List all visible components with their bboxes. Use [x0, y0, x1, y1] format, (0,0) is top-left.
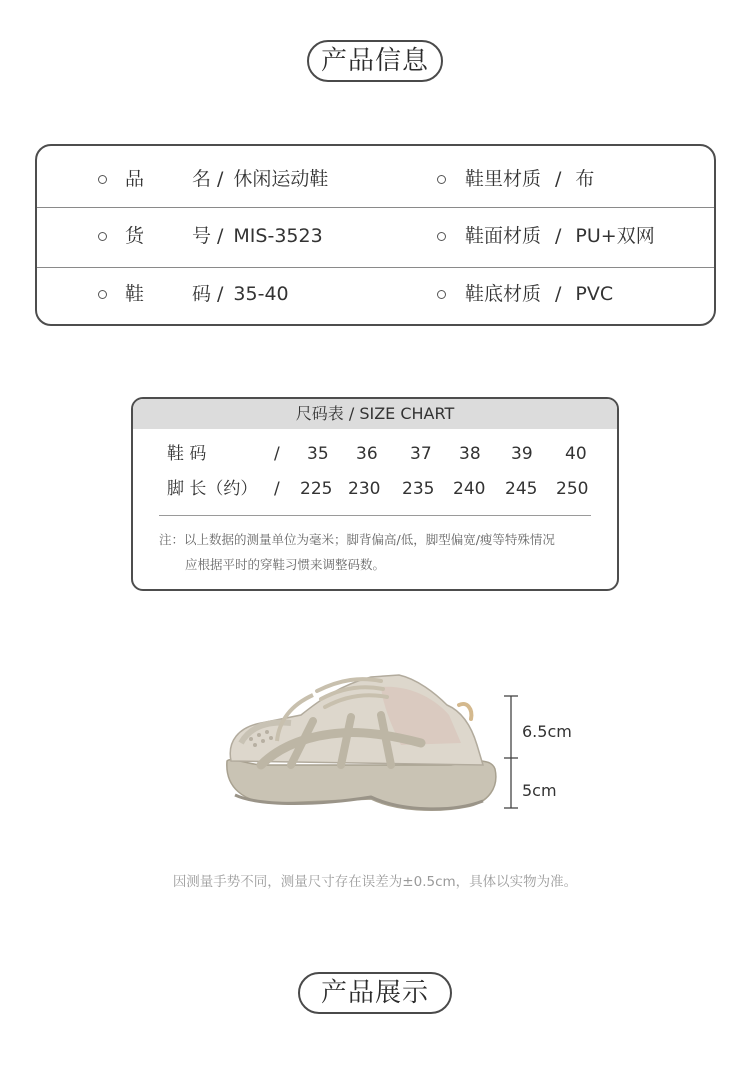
length-row	[133, 474, 617, 504]
length-cell: 235	[402, 479, 435, 499]
info-row	[37, 265, 714, 323]
separator: /	[217, 168, 224, 190]
sole-height-label: 5cm	[522, 781, 557, 800]
separator: /	[555, 225, 562, 247]
info-value: PU+双网	[575, 225, 655, 247]
size-note: 应根据平时的穿鞋习惯来调整码数。	[185, 557, 386, 572]
size-note: 注：以上数据的测量单位为毫米；脚背偏高/低，脚型偏宽/瘦等特殊情况	[159, 532, 555, 547]
length-cell: 230	[348, 479, 381, 499]
size-cell: 40	[565, 444, 587, 464]
product-info-title: 产品信息	[307, 40, 443, 82]
separator: /	[555, 168, 562, 190]
length-cell: 245	[505, 479, 538, 499]
info-label: 鞋码	[125, 283, 211, 305]
info-label: 鞋里材质	[465, 168, 542, 190]
product-info-table	[35, 144, 716, 326]
measurement-disclaimer: 因测量手势不同，测量尺寸存在误差为±0.5cm，具体以实物为准。	[172, 874, 578, 890]
size-row	[133, 439, 617, 469]
size-cell: 36	[356, 444, 378, 464]
size-cell: 37	[410, 444, 432, 464]
info-label: 品名	[125, 168, 211, 190]
bullet-icon	[98, 232, 107, 241]
separator: /	[555, 283, 562, 305]
size-cell: 38	[459, 444, 481, 464]
length-row-label: 脚 长（约）	[167, 479, 258, 499]
divider	[159, 515, 591, 516]
info-value: PVC	[575, 283, 614, 305]
separator: /	[217, 283, 224, 305]
bullet-icon	[98, 290, 107, 299]
info-label: 鞋底材质	[465, 283, 542, 305]
length-cell: 225	[300, 479, 333, 499]
bullet-icon	[437, 232, 446, 241]
size-chart	[131, 397, 619, 591]
size-row-label: 鞋 码	[167, 444, 207, 464]
info-label: 鞋面材质	[465, 225, 542, 247]
info-value: 布	[575, 168, 595, 190]
bullet-icon	[437, 290, 446, 299]
info-row	[37, 207, 714, 265]
info-label: 货号	[125, 225, 211, 247]
bullet-icon	[437, 175, 446, 184]
size-cell: 39	[511, 444, 533, 464]
size-chart-title: 尺码表 / SIZE CHART	[133, 399, 617, 429]
size-cell: 35	[307, 444, 329, 464]
separator: /	[274, 479, 280, 499]
info-value: MIS-3523	[233, 225, 323, 247]
upper-height-label: 6.5cm	[522, 722, 572, 741]
separator: /	[217, 225, 224, 247]
separator: /	[274, 444, 280, 464]
length-cell: 240	[453, 479, 486, 499]
product-display-title: 产品展示	[298, 972, 452, 1014]
info-value: 35-40	[233, 283, 289, 305]
bullet-icon	[98, 175, 107, 184]
length-cell: 250	[556, 479, 589, 499]
shoe-image	[221, 665, 499, 817]
info-row	[37, 150, 714, 208]
info-value: 休闲运动鞋	[233, 168, 329, 190]
